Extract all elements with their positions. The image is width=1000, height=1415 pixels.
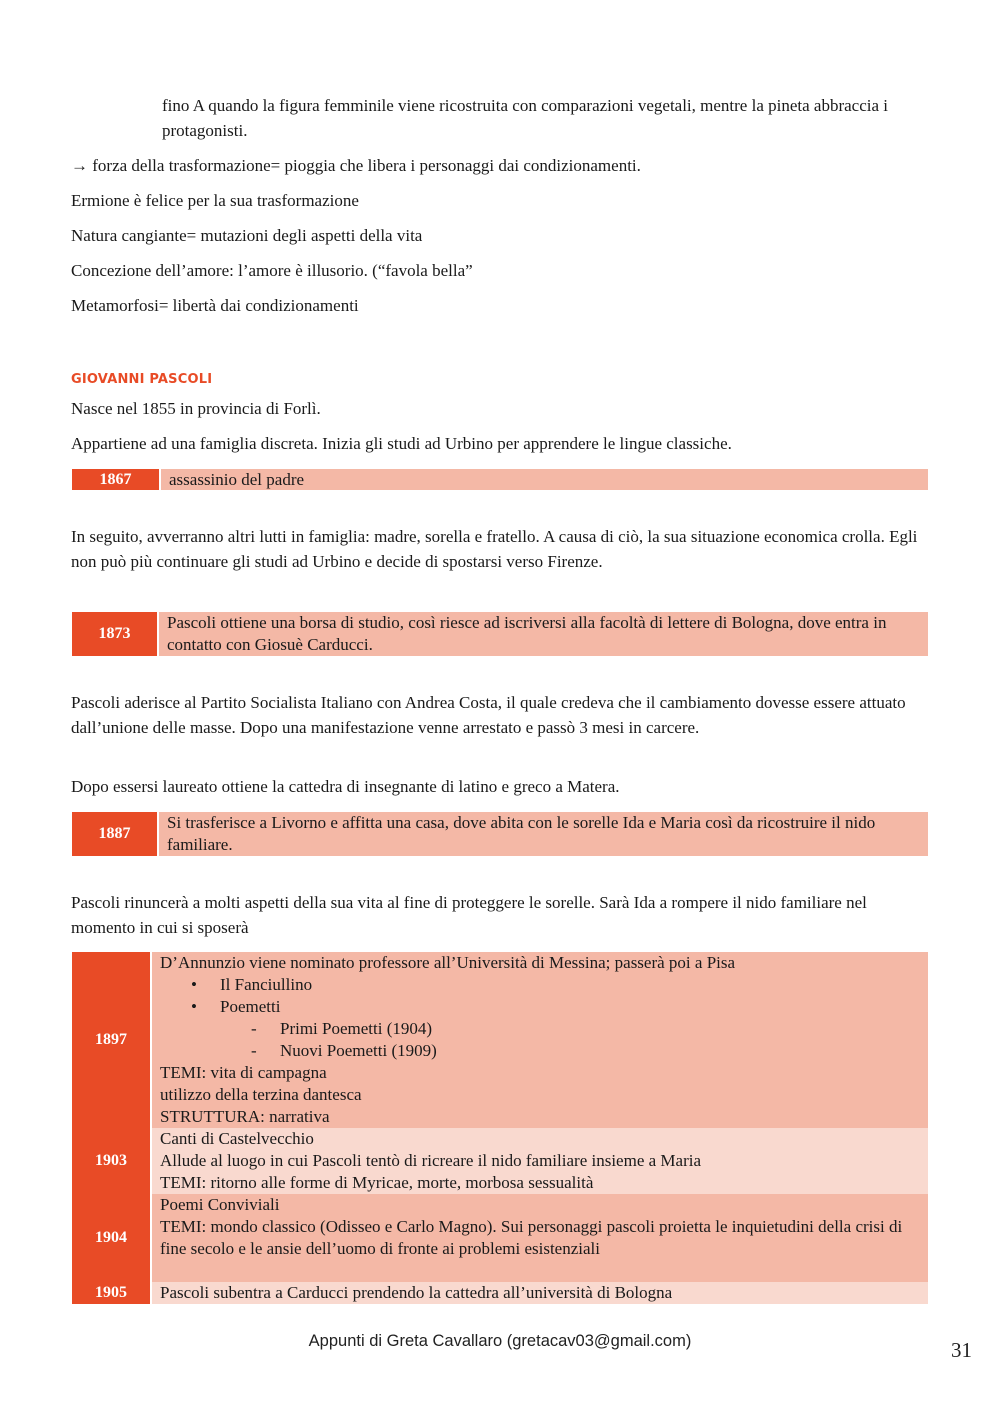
timeline-year: 1905 (72, 1282, 152, 1304)
timeline-text: Si trasferisce a Livorno e affitta una casa, dove abita con le sorelle Ida e Maria così da ricostruire il nido familiare. (159, 812, 928, 856)
dash-icon: - (251, 1041, 257, 1060)
paragraph: Appartiene ad una famiglia discreta. Inizia gli studi ad Urbino per apprendere le lingue classiche. (71, 434, 732, 453)
timeline-line: Canti di Castelvecchio (160, 1129, 314, 1148)
paragraph: Pascoli aderisce al Partito Socialista Italiano con Andrea Costa, il quale credeva che il cambiamento dovesse essere attuato dall’unione delle masse. Dopo una manifestazione venne arrestato e passò 3 mesi in carcere. (71, 693, 906, 737)
timeline-line: STRUTTURA: narrativa (160, 1107, 330, 1126)
list-item: • Il Fanciullino (191, 975, 313, 994)
timeline-row-1897 (72, 952, 928, 1128)
timeline-text: Pascoli ottiene una borsa di studio, così riesce ad iscriversi alla facoltà di lettere di Bologna, dove entra in contatto con Giosuè Carducci. (159, 612, 928, 656)
timeline-row-1873 (72, 612, 928, 656)
timeline-year: 1887 (72, 812, 159, 856)
list-item: • Poemetti (191, 997, 281, 1016)
timeline-text: assassinio del padre (161, 469, 928, 490)
timeline-year: 1873 (72, 612, 159, 656)
timeline-line: Poemi Conviviali (160, 1195, 280, 1214)
page-number: 31 (951, 1338, 972, 1362)
intro-line: → forza della trasformazione= pioggia che libera i personaggi dai condizionamenti. (71, 156, 641, 175)
timeline-line: Allude al luogo in cui Pascoli tentò di ricreare il nido familiare insieme a Maria (160, 1151, 701, 1170)
timeline-row-1887 (72, 812, 928, 856)
timeline-year: 1904 (72, 1194, 152, 1282)
timeline-row-1904 (72, 1194, 928, 1282)
timeline-line: TEMI: vita di campagna (160, 1063, 327, 1082)
timeline-line: TEMI: ritorno alle forme di Myricae, morte, morbosa sessualità (160, 1173, 594, 1192)
paragraph: Nasce nel 1855 in provincia di Forlì. (71, 399, 321, 418)
section-heading: GIOVANNI PASCOLI (71, 372, 213, 387)
sub-list-item: - Nuovi Poemetti (1909) (251, 1041, 437, 1060)
bullet-icon: • (191, 997, 197, 1016)
bullet-icon: • (191, 975, 197, 994)
timeline-row-1905 (72, 1282, 928, 1304)
timeline-year: 1867 (72, 469, 161, 490)
intro-line: Concezione dell’amore: l’amore è illusorio. (“favola bella” (71, 261, 473, 280)
timeline-text (152, 1194, 928, 1282)
dash-icon: - (251, 1019, 257, 1038)
intro-line: Metamorfosi= libertà dai condizionamenti (71, 296, 359, 315)
timeline-row-1867 (72, 469, 928, 490)
intro-line: Ermione è felice per la sua trasformazione (71, 191, 359, 210)
timeline-year: 1897 (72, 952, 152, 1128)
timeline-row-1903 (72, 1128, 928, 1194)
intro-line: Natura cangiante= mutazioni degli aspetti della vita (71, 226, 423, 245)
timeline-line: TEMI: mondo classico (Odisseo e Carlo Magno). Sui personaggi pascoli proietta le inquietudini della crisi di fine secolo e le ansie dell’uomo di fronte ai problemi esistenziali (160, 1217, 903, 1258)
sub-list-item: - Primi Poemetti (1904) (251, 1019, 433, 1038)
timeline-year: 1903 (72, 1128, 152, 1194)
timeline-line: utilizzo della terzina dantesca (160, 1085, 362, 1104)
timeline-text (152, 952, 928, 1128)
paragraph: Pascoli rinuncerà a molti aspetti della sua vita al fine di proteggere le sorelle. Sarà Ida a rompere il nido familiare nel momento in cui si sposerà (71, 893, 867, 937)
timeline-text: Pascoli subentra a Carducci prendendo la cattedra all’università di Bologna (152, 1282, 928, 1304)
paragraph: Dopo essersi laureato ottiene la cattedra di insegnante di latino e greco a Matera. (71, 777, 620, 796)
intro-indented-text: fino A quando la figura femminile viene ricostruita con comparazioni vegetali, mentre la pineta abbraccia i protagonisti. (162, 96, 888, 140)
paragraph: In seguito, avverranno altri lutti in famiglia: madre, sorella e fratello. A causa di ciò, la sua situazione economica crolla. Egli non può più continuare gli studi ad Urbino e decide di spostarsi verso Firenze. (71, 527, 918, 571)
timeline-text (152, 1128, 928, 1194)
page-footer: Appunti di Greta Cavallaro (gretacav03@gmail.com) (308, 1332, 692, 1350)
timeline-line: D’Annunzio viene nominato professore all’Università di Messina; passerà poi a Pisa (160, 953, 736, 972)
